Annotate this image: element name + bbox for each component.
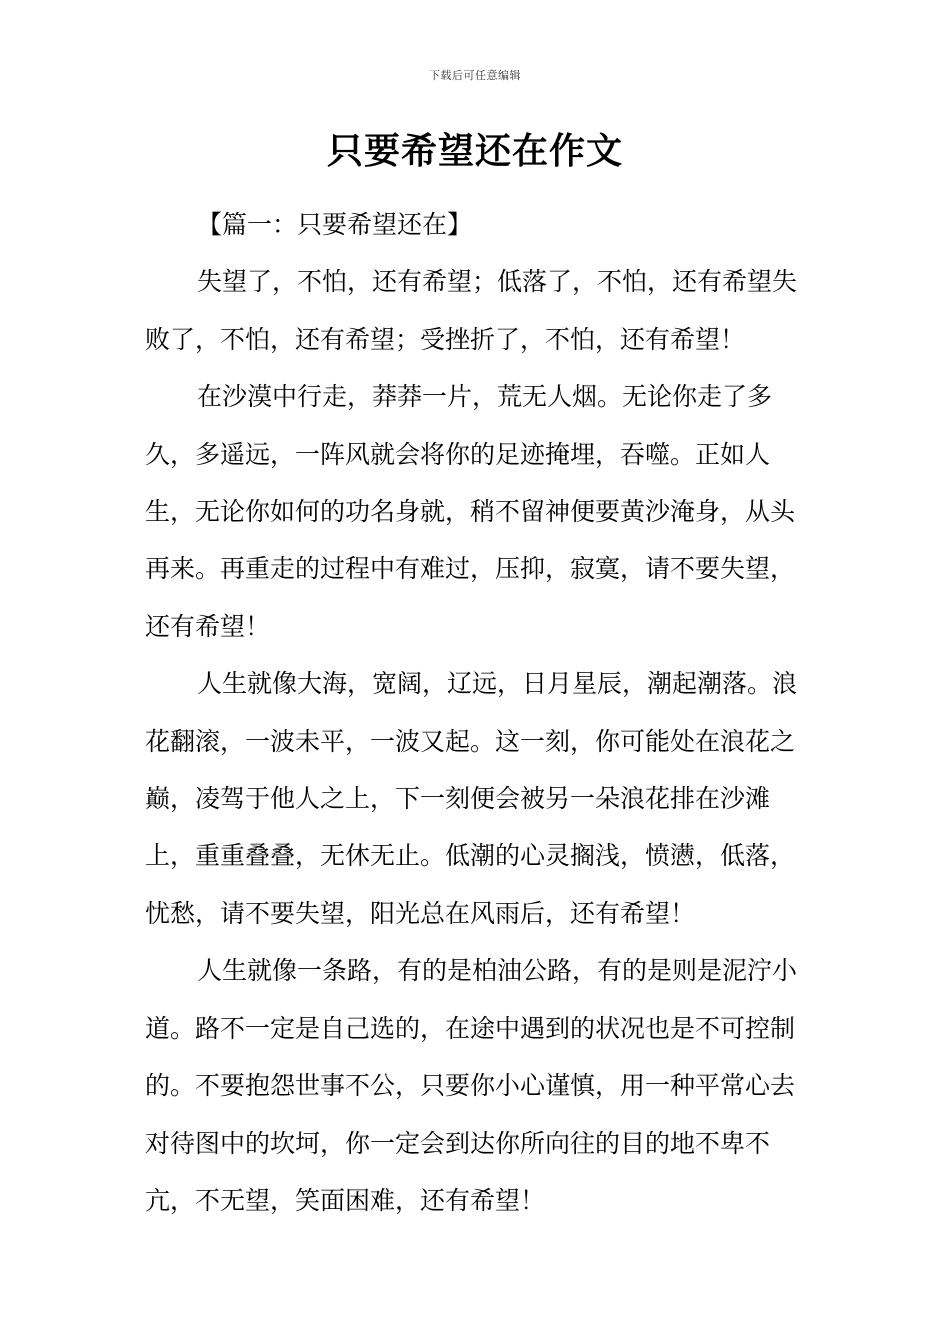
- paragraph-4: 人生就像一条路，有的是柏油公路，有的是则是泥泞小道。路不一定是自己选的，在途中遇到的状况也是不可控制的。不要抱怨世事不公，只要你小心谨慎，用一种平常心去对待图中的坎坷，你一定会到达你所向往的目的地不卑不亢，不无望，笑面困难，还有希望！: [145, 956, 798, 1215]
- section-heading: 【篇一：只要希望还在】: [197, 210, 473, 239]
- page-title: 只要希望还在作文: [326, 131, 623, 172]
- paragraph-2: 在沙漠中行走，莽莽一片，荒无人烟。无论你走了多久，多遥远，一阵风就会将你的足迹掩埋，吞噬。正如人生，无论你如何的功名身就，稍不留神便要黄沙淹身，从头再来。再重走的过程中有难过，压抑，寂寞，请不要失望，还有希望！: [145, 382, 796, 641]
- paragraph-1: 失望了，不怕，还有希望；低落了，不怕，还有希望失败了，不怕，还有希望；受挫折了，不怕，还有希望！: [145, 267, 798, 354]
- document-body: [145, 196, 811, 1229]
- paragraph-3: 人生就像大海，宽阔，辽远，日月星辰，潮起潮落。浪花翻滚，一波未平，一波又起。这一刻，你可能处在浪花之巅，凌驾于他人之上，下一刻便会被另一朵浪花排在沙滩上，重重叠叠，无休无止。低潮的心灵搁浅，愤懑，低落，忧愁，请不要失望，阳光总在风雨后，还有希望！: [145, 669, 798, 928]
- header-note: 下载后可任意编辑: [429, 69, 521, 82]
